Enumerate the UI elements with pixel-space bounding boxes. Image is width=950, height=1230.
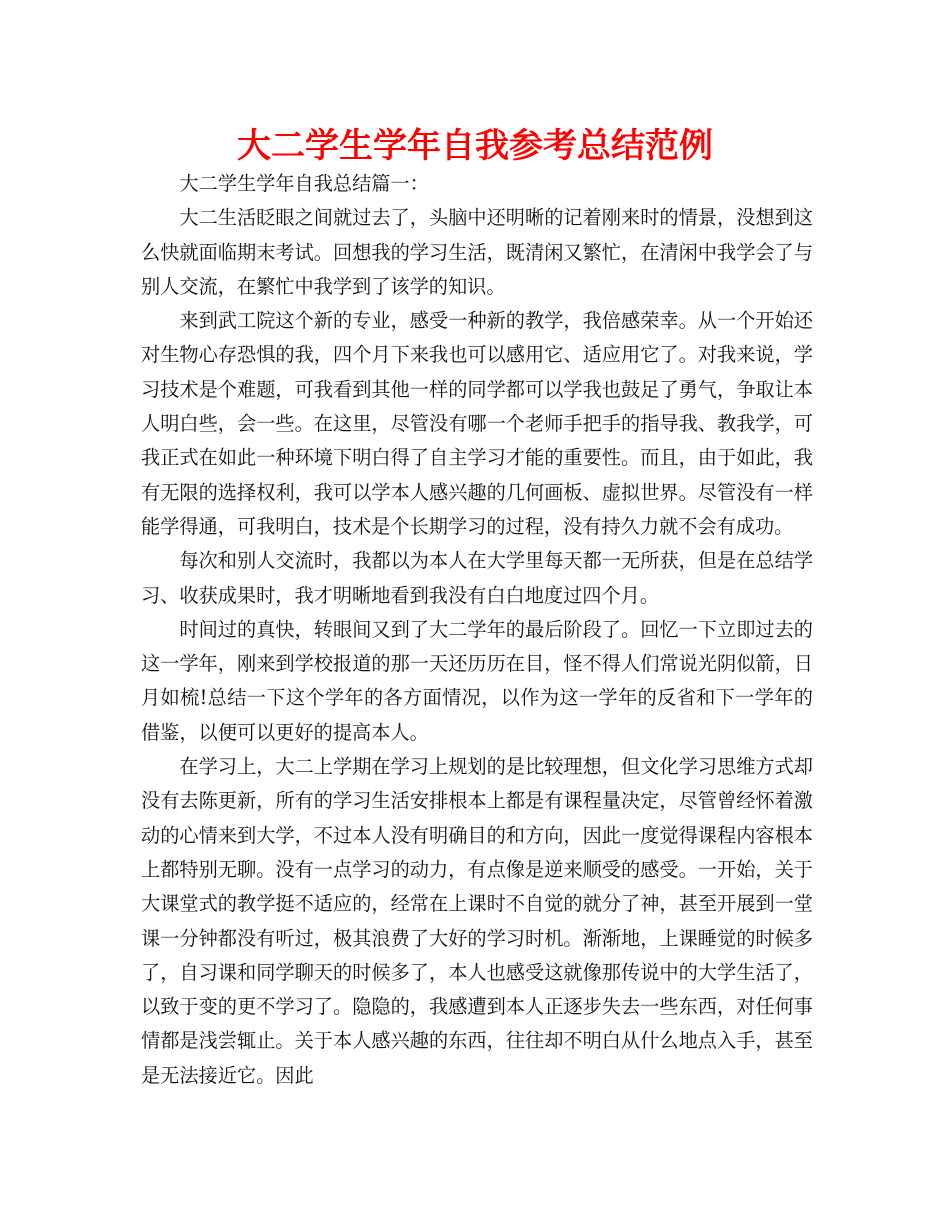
paragraph: 每次和别人交流时，我都以为本人在大学里每天都一无所获，但是在总结学习、收获成果时，我才明晰地看到我没有白白地度过四个月。	[141, 549, 813, 607]
paragraph-heading: 大二学生学年自我总结篇一：	[179, 172, 429, 195]
document-title: 大二学生学年自我参考总结范例	[237, 126, 713, 166]
paragraph: 在学习上，大二上学期在学习上规划的是比较理想，但文化学习思维方式却没有去陈更新，所有的学习生活安排根本上都是有课程量决定，尽管曾经怀着激动的心情来到大学，不过本人没有明确目的和方向，因此一度觉得课程内容根本上都特别无聊。没有一点学习的动力，有点像是逆来顺受的感受。一开始，关于大课堂式的教学挺不适应的，经常在上课时不自觉的就分了神，甚至开展到一堂课一分钟都没有听过，极其浪费了大好的学习时机。渐渐地，上课睡觉的时候多了，自习课和同学聊天的时候多了，本人也感受这就像那传说中的大学生活了，以致于变的更不学习了。隐隐的，我感遭到本人正逐步失去一些东西，对任何事情都是浅尝辄止。关于本人感兴趣的东西，往往却不明白从什么地点入手，甚至是无法接近它。因此	[141, 755, 813, 1087]
paragraph: 大二生活眨眼之间就过去了，头脑中还明晰的记着刚来时的情景，没想到这么快就面临期末考试。回想我的学习生活，既清闲又繁忙，在清闲中我学会了与别人交流，在繁忙中我学到了该学的知识。	[141, 206, 813, 298]
paragraph: 时间过的真快，转眼间又到了大二学年的最后阶段了。回忆一下立即过去的这一学年，刚来到学校报道的那一天还历历在目，怪不得人们常说光阴似箭，日月如梳!总结一下这个学年的各方面情况，以作为这一学年的反省和下一学年的借鉴，以便可以更好的提高本人。	[141, 617, 813, 744]
document-body	[141, 167, 813, 1093]
paragraph: 来到武工院这个新的专业，感受一种新的教学，我倍感荣幸。从一个开始还对生物心存恐惧的我，四个月下来我也可以感用它、适应用它了。对我来说，学习技术是个难题，可我看到其他一样的同学都可以学我也鼓足了勇气，争取让本人明白些，会一些。在这里，尽管没有哪一个老师手把手的指导我、教我学，可我正式在如此一种环境下明白得了自主学习才能的重要性。而且，由于如此，我有无限的选择权利，我可以学本人感兴趣的几何画板、虚拟世界。尽管没有一样能学得通，可我明白，技术是个长期学习的过程，没有持久力就不会有成功。	[141, 309, 813, 538]
